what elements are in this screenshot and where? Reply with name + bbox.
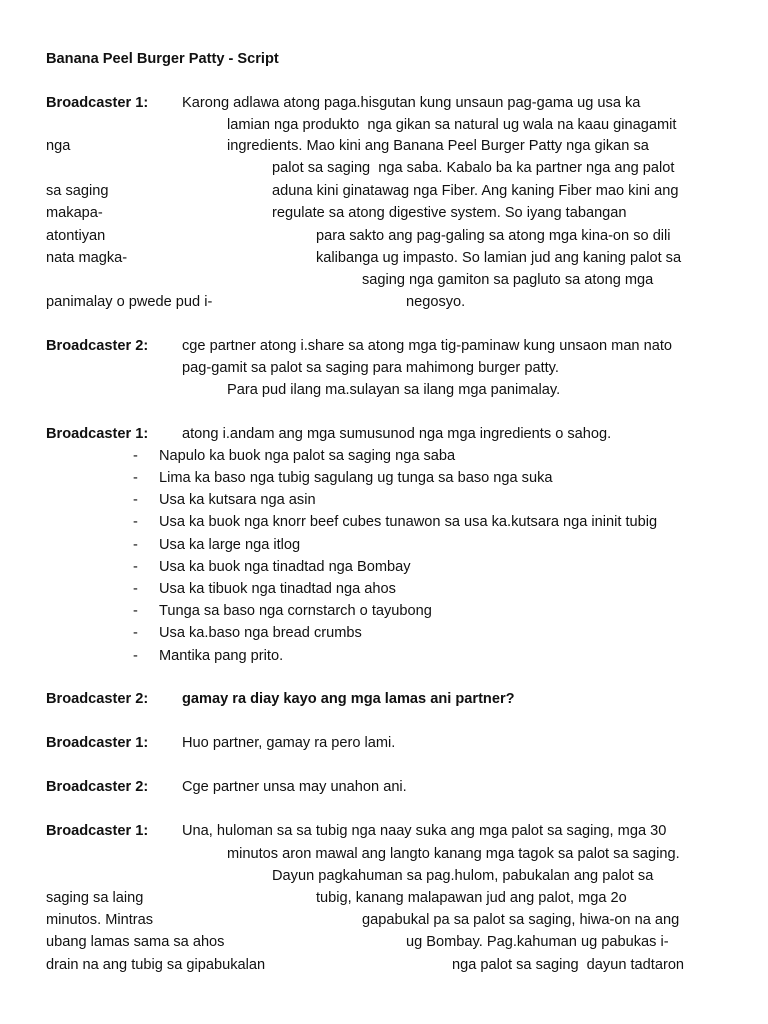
list-bullet: - bbox=[133, 581, 138, 597]
script-line: ubang lamas sama sa ahos bbox=[46, 934, 225, 950]
script-line: regulate sa atong digestive system. So iyang tabangan bbox=[272, 205, 627, 221]
script-line: Huo partner, gamay ra pero lami. bbox=[182, 735, 396, 751]
script-line: palot sa saging nga saba. Kabalo ba ka partner nga ang palot bbox=[272, 160, 675, 176]
list-bullet: - bbox=[133, 514, 138, 530]
script-line: ingredients. Mao kini ang Banana Peel Burger Patty nga gikan sa bbox=[227, 138, 649, 154]
script-line: Para pud ilang ma.sulayan sa ilang mga panimalay. bbox=[227, 382, 561, 398]
script-line: para sakto ang pag-galing sa atong mga kina-on so dili bbox=[316, 228, 671, 244]
ingredient-item: Tunga sa baso nga cornstarch o tayubong bbox=[159, 603, 432, 619]
script-line: lamian nga produkto nga gikan sa natural ug wala na kaau ginagamit bbox=[227, 117, 677, 133]
script-line: gamay ra diay kayo ang mga lamas ani partner? bbox=[182, 691, 515, 707]
script-line: minutos. Mintras bbox=[46, 912, 154, 928]
script-line: pag-gamit sa palot sa saging para mahimong burger patty. bbox=[182, 360, 559, 376]
ingredient-item: Usa ka buok nga knorr beef cubes tunawon sa usa ka.kutsara nga ininit tubig bbox=[159, 514, 658, 530]
script-line: makapa- bbox=[46, 205, 103, 221]
speaker-label: Broadcaster 2: bbox=[46, 338, 149, 354]
script-line: atong i.andam ang mga sumusunod nga mga ingredients o sahog. bbox=[182, 426, 612, 442]
ingredient-item: Mantika pang prito. bbox=[159, 648, 284, 664]
list-bullet: - bbox=[133, 470, 138, 486]
ingredient-item: Usa ka large nga itlog bbox=[159, 537, 301, 553]
script-line: Cge partner unsa may unahon ani. bbox=[182, 779, 407, 795]
script-line: nata magka- bbox=[46, 250, 128, 266]
list-bullet: - bbox=[133, 648, 138, 664]
script-line: sa saging bbox=[46, 183, 109, 199]
list-bullet: - bbox=[133, 603, 138, 619]
script-line: cge partner atong i.share sa atong mga tig-paminaw kung unsaon man nato bbox=[182, 338, 673, 354]
script-line: atontiyan bbox=[46, 228, 106, 244]
speaker-label: Broadcaster 1: bbox=[46, 735, 149, 751]
script-line: aduna kini ginatawag nga Fiber. Ang kaning Fiber mao kini ang bbox=[272, 183, 679, 199]
script-line: nga palot sa saging dayun tadtaron bbox=[452, 957, 685, 973]
list-bullet: - bbox=[133, 492, 138, 508]
script-line: drain na ang tubig sa gipabukalan bbox=[46, 957, 266, 973]
script-line: Karong adlawa atong paga.hisgutan kung unsaun pag-gama ug usa ka bbox=[182, 95, 641, 111]
list-bullet: - bbox=[133, 625, 138, 641]
script-line: Dayun pagkahuman sa pag.hulom, pabukalan ang palot sa bbox=[272, 868, 654, 884]
script-line: saging nga gamiton sa pagluto sa atong mga bbox=[362, 272, 654, 288]
script-line: Una, huloman sa sa tubig nga naay suka ang mga palot sa saging, mga 30 bbox=[182, 823, 667, 839]
list-bullet: - bbox=[133, 448, 138, 464]
document-title: Banana Peel Burger Patty - Script bbox=[46, 51, 279, 67]
speaker-label: Broadcaster 1: bbox=[46, 426, 149, 442]
ingredient-item: Usa ka.baso nga bread crumbs bbox=[159, 625, 362, 641]
script-line: negosyo. bbox=[406, 294, 466, 310]
script-line: gapabukal pa sa palot sa saging, hiwa-on na ang bbox=[362, 912, 680, 928]
ingredient-item: Usa ka tibuok nga tinadtad nga ahos bbox=[159, 581, 396, 597]
ingredient-item: Napulo ka buok nga palot sa saging nga saba bbox=[159, 448, 456, 464]
ingredient-item: Usa ka kutsara nga asin bbox=[159, 492, 316, 508]
ingredient-item: Lima ka baso nga tubig sagulang ug tunga sa baso nga suka bbox=[159, 470, 553, 486]
speaker-label: Broadcaster 2: bbox=[46, 691, 149, 707]
speaker-label: Broadcaster 1: bbox=[46, 95, 149, 111]
script-line: ug Bombay. Pag.kahuman ug pabukas i- bbox=[406, 934, 669, 950]
ingredient-item: Usa ka buok nga tinadtad nga Bombay bbox=[159, 559, 411, 575]
script-line: kalibanga ug impasto. So lamian jud ang kaning palot sa bbox=[316, 250, 682, 266]
speaker-label: Broadcaster 2: bbox=[46, 779, 149, 795]
script-line: nga bbox=[46, 138, 71, 154]
script-line: panimalay o pwede pud i- bbox=[46, 294, 213, 310]
script-line: saging sa laing bbox=[46, 890, 144, 906]
speaker-label: Broadcaster 1: bbox=[46, 823, 149, 839]
script-line: minutos aron mawal ang langto kanang mga tagok sa palot sa saging. bbox=[227, 846, 680, 862]
script-line: tubig, kanang malapawan jud ang palot, mga 2o bbox=[316, 890, 627, 906]
list-bullet: - bbox=[133, 559, 138, 575]
list-bullet: - bbox=[133, 537, 138, 553]
